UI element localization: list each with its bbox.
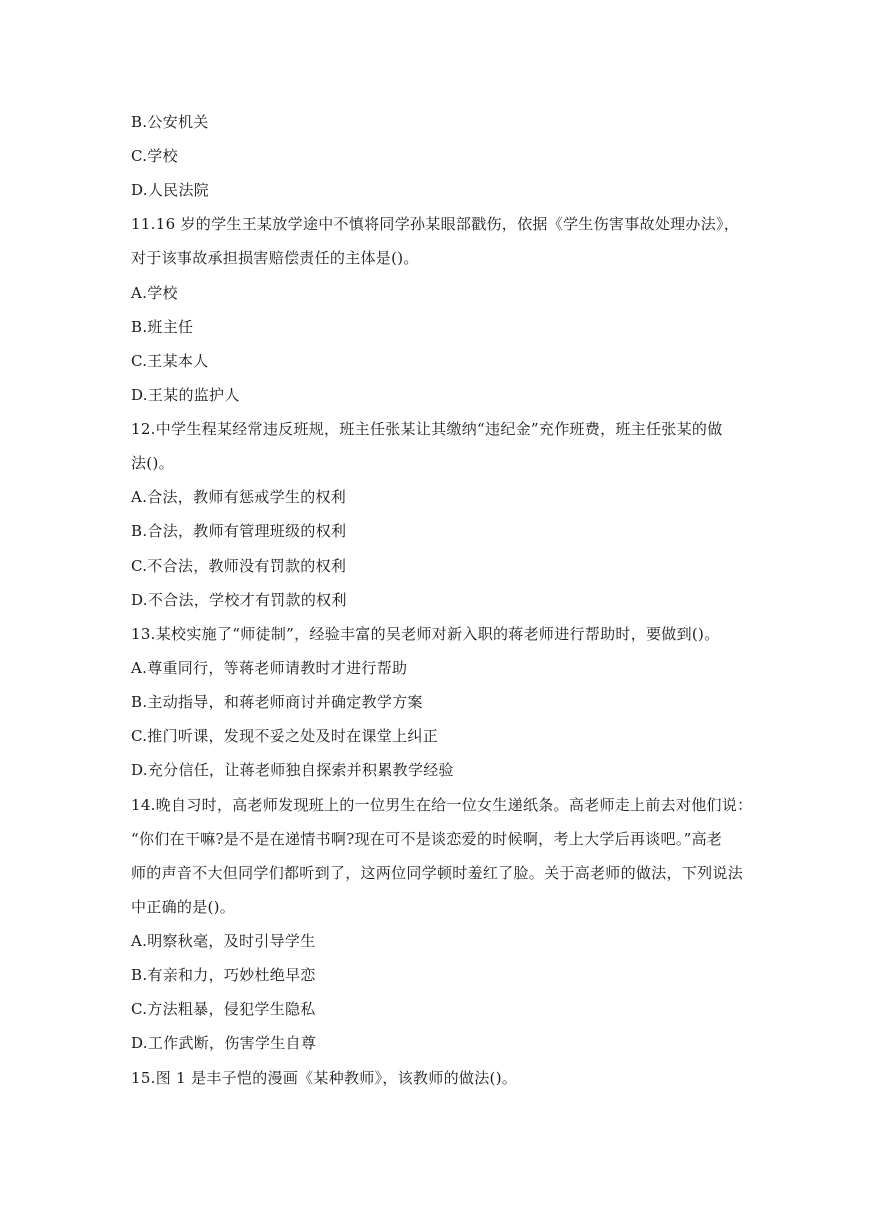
option-a-q11: A.学校 xyxy=(131,284,178,302)
option-c-q14: C.方法粗暴，侵犯学生隐私 xyxy=(131,1000,316,1018)
question-14-line-4: 中正确的是()。 xyxy=(131,898,236,916)
option-b-q12: B.合法，教师有管理班级的权利 xyxy=(131,522,347,540)
option-d-q12: D.不合法，学校才有罚款的权利 xyxy=(131,591,347,609)
option-c-q12: C.不合法，教师没有罚款的权利 xyxy=(131,557,347,575)
question-12-line-1: 12.中学生程某经常违反班规，班主任张某让其缴纳“违纪金”充作班费，班主任张某的做 xyxy=(131,420,723,438)
option-c-q13: C.推门听课，发现不妥之处及时在课堂上纠正 xyxy=(131,727,439,745)
option-c-q10: C.学校 xyxy=(131,147,178,165)
question-15: 15.图 1 是丰子恺的漫画《某种教师》，该教师的做法()。 xyxy=(131,1069,518,1087)
option-a-q13: A.尊重同行，等蒋老师请教时才进行帮助 xyxy=(131,659,408,677)
question-11-line-1: 11.16 岁的学生王某放学途中不慎将同学孙某眼部戳伤，依据《学生伤害事故处理办法》， xyxy=(131,215,740,233)
option-d-q14: D.工作武断，伤害学生自尊 xyxy=(131,1034,317,1052)
option-d-q10: D.人民法院 xyxy=(131,181,210,199)
question-11-line-2: 对于该事故承担损害赔偿责任的主体是()。 xyxy=(131,249,419,267)
option-c-q11: C.王某本人 xyxy=(131,352,209,370)
option-b-q10: B.公安机关 xyxy=(131,113,209,131)
question-12-line-2: 法()。 xyxy=(131,454,174,472)
option-b-q11: B.班主任 xyxy=(131,318,194,336)
option-b-q13: B.主动指导，和蒋老师商讨并确定教学方案 xyxy=(131,693,423,711)
question-14-line-3: 师的声音不大但同学们都听到了，这两位同学顿时羞红了脸。关于高老师的做法，下列说法 xyxy=(131,864,744,882)
option-a-q12: A.合法，教师有惩戒学生的权利 xyxy=(131,488,347,506)
option-a-q14: A.明察秋毫，及时引导学生 xyxy=(131,932,316,950)
question-14-line-2: “你们在干嘛?是不是在递情书啊?现在可不是谈恋爱的时候啊，考上大学后再谈吧。”高老 xyxy=(131,830,723,848)
option-b-q14: B.有亲和力，巧妙杜绝早恋 xyxy=(131,966,316,984)
question-13: 13.某校实施了“师徒制”，经验丰富的吴老师对新入职的蒋老师进行帮助时，要做到()。 xyxy=(131,625,720,643)
option-d-q13: D.充分信任，让蒋老师独自探索并积累教学经验 xyxy=(131,761,454,779)
option-d-q11: D.王某的监护人 xyxy=(131,386,240,404)
question-14-line-1: 14.晚自习时，高老师发现班上的一位男生在给一位女生递纸条。高老师走上前去对他们说： xyxy=(131,796,753,814)
